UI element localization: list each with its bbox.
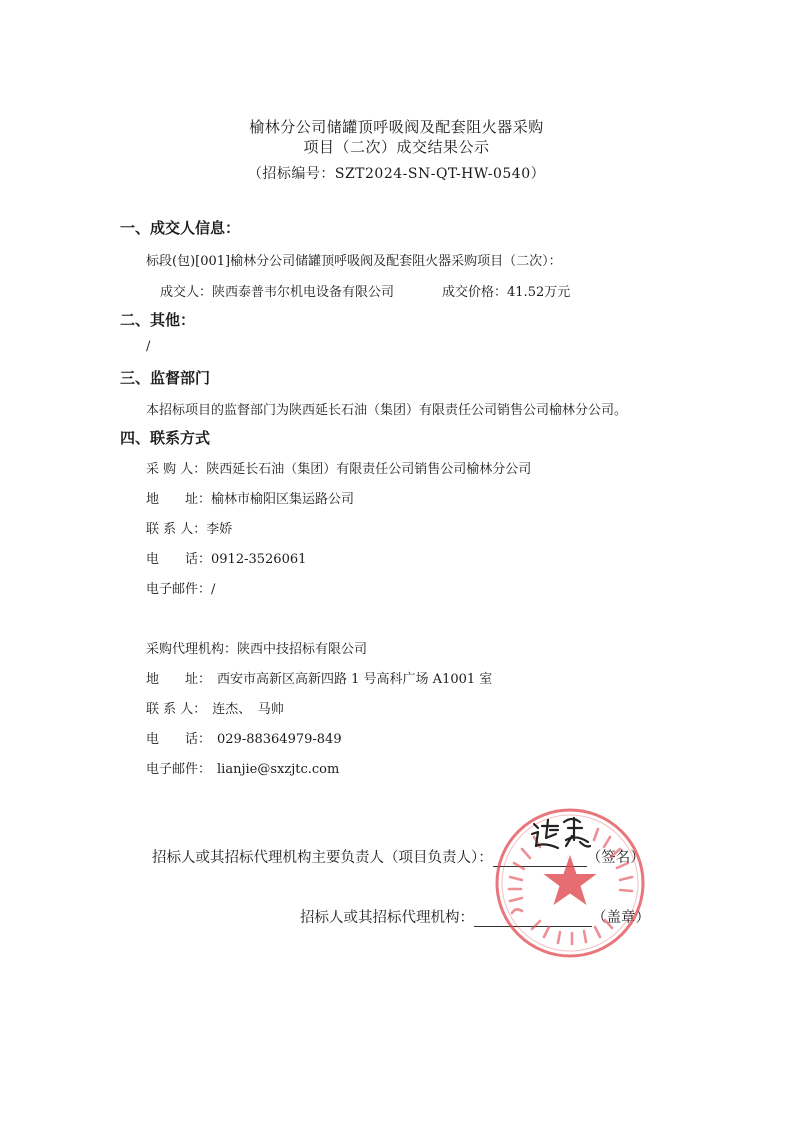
section-3-heading: 三、监督部门 [120,369,211,387]
buyer-name: 陕西延长石油（集团）有限责任公司销售公司榆林分公司 [206,462,532,477]
seal-star [544,855,597,905]
signature-label-2: 招标人或其招标代理机构： [300,910,474,926]
price-value: 41.52万元 [507,285,571,300]
buyer-contact: 李娇 [206,522,233,537]
agency-email-label: 电子邮件： [146,762,212,777]
title-line-1: 榆林分公司储罐顶呼吸阀及配套阻火器采购 [249,118,544,136]
lot-description: 标段(包)[001]榆林分公司储罐顶呼吸阀及配套阻火器采购项目（二次）： [146,254,562,269]
buyer-name-label: 采 购 人： [146,462,207,477]
buyer-phone-line [146,548,306,567]
buyer-phone-label: 电 话： [146,552,212,567]
price-line [442,281,570,300]
section-1-heading: 一、成交人信息： [120,219,241,237]
buyer-email: / [211,582,216,597]
agency-contact-label: 联 系 人： [146,702,207,717]
price-label: 成交价格： [442,285,508,300]
agency-email-line [146,758,339,777]
agency-address-label: 地 址： [146,672,212,687]
buyer-address: 榆林市榆阳区集运路公司 [211,492,355,507]
section-2-heading: 二、其他： [120,311,196,329]
signature-label-1: 招标人或其招标代理机构主要负责人（项目负责人）： [152,850,493,866]
agency-name: 陕西中技招标有限公司 [237,642,368,657]
buyer-name-line [146,458,531,477]
agency-name-label: 采购代理机构： [146,642,238,657]
agency-contact-line [146,698,284,717]
other-text: / [146,339,151,354]
agency-contact: 连杰、 马帅 [212,702,284,717]
agency-phone-line [146,728,342,747]
buyer-address-label: 地 址： [146,492,212,507]
bid-number: （招标编号：SZT2024-SN-QT-HW-0540） [247,166,546,182]
agency-phone: 029-88364979-849 [217,732,342,747]
signature-suffix-2: （盖章） [592,910,650,926]
buyer-email-line [146,578,215,597]
handwritten-signature [528,812,594,856]
agency-address: 西安市高新区高新四路 1 号高科广场 A1001 室 [217,672,493,687]
buyer-email-label: 电子邮件： [146,582,212,597]
buyer-address-line [146,488,354,507]
winner-line [160,281,394,300]
buyer-contact-line [146,518,232,537]
agency-email: lianjie@sxzjtc.com [217,762,340,777]
agency-address-line [146,668,492,687]
buyer-phone: 0912-3526061 [211,552,307,567]
winner-name: 陕西泰普韦尔机电设备有限公司 [212,285,395,300]
agency-name-line [146,638,367,657]
signature-suffix-1: （签名） [586,850,645,866]
section-4-heading: 四、联系方式 [120,429,211,447]
title-line-2: 项目（二次）成交结果公示 [303,138,490,156]
agency-phone-label: 电 话： [146,732,212,747]
buyer-contact-label: 联 系 人： [146,522,207,537]
winner-label: 成交人： [160,285,213,300]
supervision-text: 本招标项目的监督部门为陕西延长石油（集团）有限责任公司销售公司榆林分公司。 [146,403,628,418]
